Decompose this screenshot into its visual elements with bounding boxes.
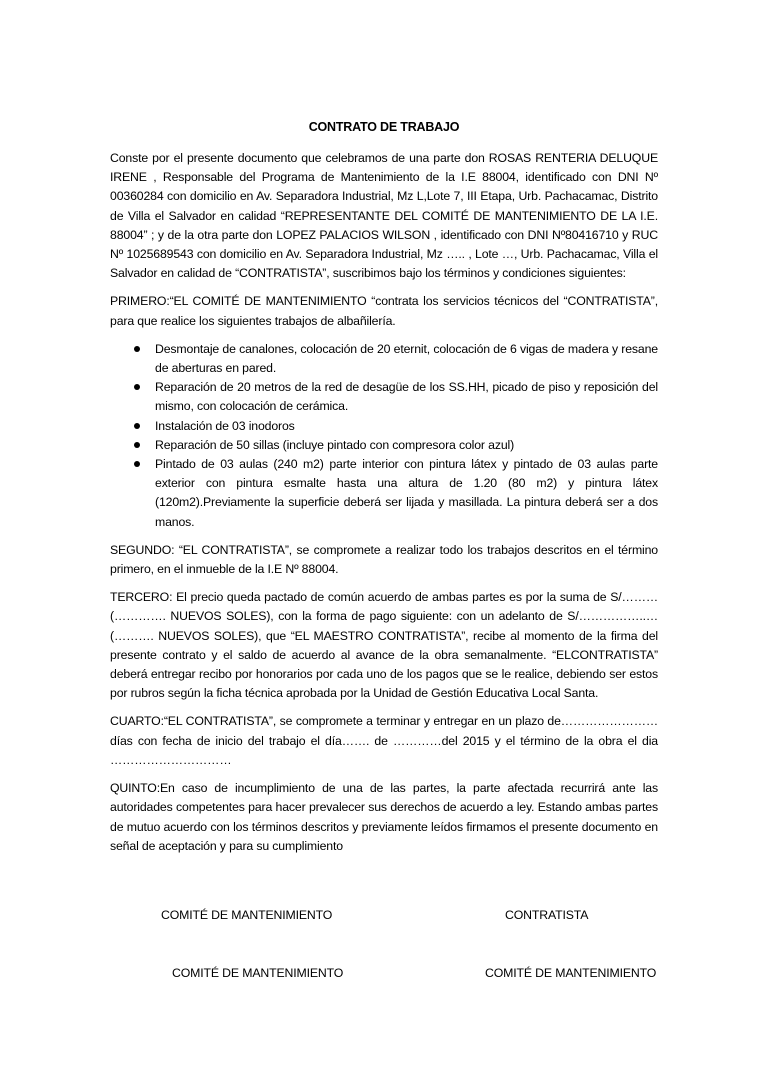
- clause-tercero: TERCERO: El precio queda pactado de común acuerdo de ambas partes es por la suma de S/……… (…………. NUEVOS SOLES), con la forma de pago siguiente: con un adelanto de S/……………..… (………. NUEVOS SOLES), que “EL MAESTRO CONTRATISTA”, recibe al momento de la firma del presente contrato y el saldo de acuerdo al avance de la obra semanalmente. “ELCONTRATISTA” deberá entregar recibo por honorarios por cada uno de los pagos que se le realice, debiendo ser estos por rubros según la ficha técnica aprobada por la Unidad de Gestión Educativa Local Santa.: [110, 590, 658, 701]
- bullet-icon: [134, 384, 140, 390]
- bullet-icon: [134, 346, 140, 352]
- clause-quinto: QUINTO:En caso de incumplimiento de una de las partes, la parte afectada recurrirá ante las autoridades competentes para hacer prevalecer sus derechos de acuerdo a ley. Estando ambas partes de mutuo acuerdo con los términos descritos y previamente leídos firmamos el presente documento en señal de aceptación y para su cumplimiento: [110, 781, 658, 853]
- works-list: [110, 340, 658, 532]
- list-item: Reparación de 50 sillas (incluye pintado con compresora color azul): [110, 436, 658, 455]
- contract-body: [110, 149, 658, 865]
- list-item: Instalación de 03 inodoros: [110, 417, 658, 436]
- signature-comite-3: COMITÉ DE MANTENIMIENTO: [485, 966, 657, 980]
- list-item: Pintado de 03 aulas (240 m2) parte interior con pintura látex y pintado de 03 aulas parte exterior con pintura esmalte hasta una altura de 1.20 (80 m2) y pintura látex (120m2).Previamente la superficie deberá ser lijada y masillada. La pintura deberá ser a dos manos.: [110, 455, 658, 532]
- bullet-icon: [134, 442, 140, 448]
- signature-comite-2: COMITÉ DE MANTENIMIENTO: [172, 966, 344, 980]
- document-title: CONTRATO DE TRABAJO: [308, 120, 460, 134]
- intro-paragraph: Conste por el presente documento que celebramos de una parte don ROSAS RENTERIA DELUQUE IRENE , Responsable del Programa de Mantenimiento de la I.E 88004, identificado con DNI Nº 00360284 con domicilio en Av. Separadora Industrial, Mz L,Lote 7, III Etapa, Urb. Pachacamac, Distrito de Villa el Salvador en calidad “REPRESENTANTE DEL COMITÉ DE MANTENIMIENTO DE LA I.E. 88004” ; y de la otra parte don LOPEZ PALACIOS WILSON , identificado con DNI Nº80416710 y RUC Nº 1025689543 con domicilio en Av. Separadora Industrial, Mz ….. , Lote …, Urb. Pachacamac, Villa el Salvador en calidad de “CONTRATISTA”, suscribimos bajo los términos y condiciones siguientes:: [110, 151, 658, 281]
- clause-cuarto: CUARTO:“EL CONTRATISTA”, se compromete a terminar y entregar en un plazo de……………………días con fecha de inicio del trabajo el día……. de …………del 2015 y el término de la obra el dia …………………………: [110, 714, 658, 767]
- bullet-icon: [134, 461, 140, 467]
- bullet-icon: [134, 423, 140, 429]
- list-item: Reparación de 20 metros de la red de desagüe de los SS.HH, picado de piso y reposición del mismo, con colocación de cerámica.: [110, 378, 658, 416]
- clause-primero: PRIMERO:“EL COMITÉ DE MANTENIMIENTO “contrata los servicios técnicos del “CONTRATISTA”, para que realice los siguientes trabajos de albañilería.: [110, 294, 658, 328]
- signature-comite-1: COMITÉ DE MANTENIMIENTO: [161, 908, 333, 922]
- signature-contratista: CONTRATISTA: [505, 908, 589, 922]
- list-item: Desmontaje de canalones, colocación de 20 eternit, colocación de 6 vigas de madera y resane de aberturas en pared.: [110, 340, 658, 378]
- clause-segundo: SEGUNDO: “EL CONTRATISTA”, se compromete a realizar todo los trabajos descritos en el término primero, en el inmueble de la I.E Nº 88004.: [110, 542, 658, 577]
